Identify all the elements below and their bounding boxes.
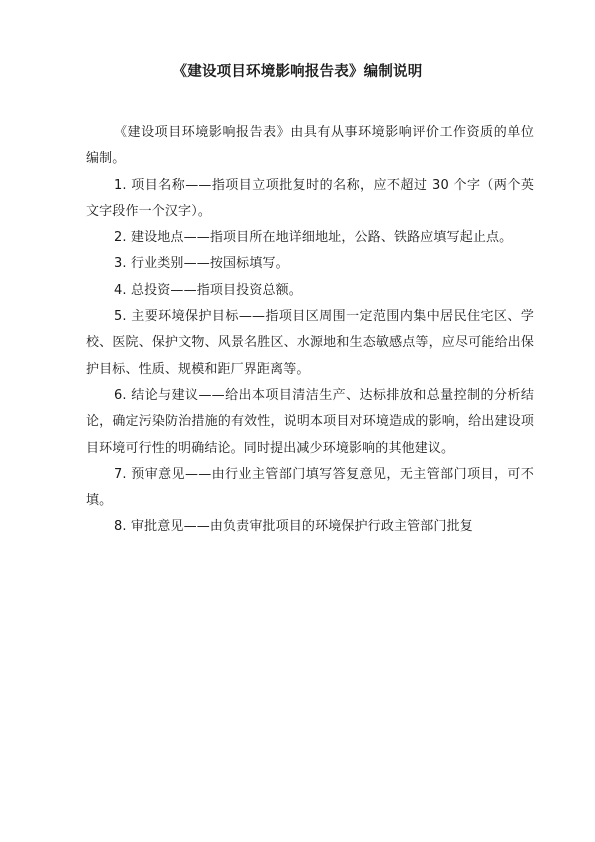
paragraph-item-8: 8. 审批意见——由负责审批项目的环境保护行政主管部门批复	[114, 519, 473, 535]
paragraph-intro: 《建设项目环境影响报告表》由具有从事环境影响评价工作资质的单位编制。	[86, 125, 534, 167]
paragraph-item-5: 5. 主要环境保护目标——指项目区周围一定范围内集中居民住宅区、学校、医院、保护文物、风景名胜区、水源地和生态敏感点等，应尽可能给出保护目标、性质、规模和距厂界距离等。	[86, 309, 534, 377]
paragraph-item-2: 2. 建设地点——指项目所在地详细地址，公路、铁路应填写起止点。	[114, 230, 513, 246]
paragraph-item-6: 6. 结论与建议——给出本项目清洁生产、达标排放和总量控制的分析结论，确定污染防治措施的有效性，说明本项目对环境造成的影响，给出建设项目环境可行性的明确结论。同时提出减少环境影响的其他建议。	[86, 387, 534, 456]
document-title: 《建设项目环境影响报告表》编制说明	[172, 64, 423, 80]
document-body	[86, 120, 534, 541]
paragraph-item-1: 1. 项目名称——指项目立项批复时的名称，应不超过 30 个字（两个英文字段作一个汉字）。	[86, 177, 534, 219]
paragraph-item-4: 4. 总投资——指项目投资总额。	[114, 282, 302, 298]
paragraph-item-7: 7. 预审意见——由行业主管部门填写答复意见，无主管部门项目，可不填。	[86, 466, 534, 509]
paragraph-item-3: 3. 行业类别——按国标填写。	[114, 256, 289, 272]
